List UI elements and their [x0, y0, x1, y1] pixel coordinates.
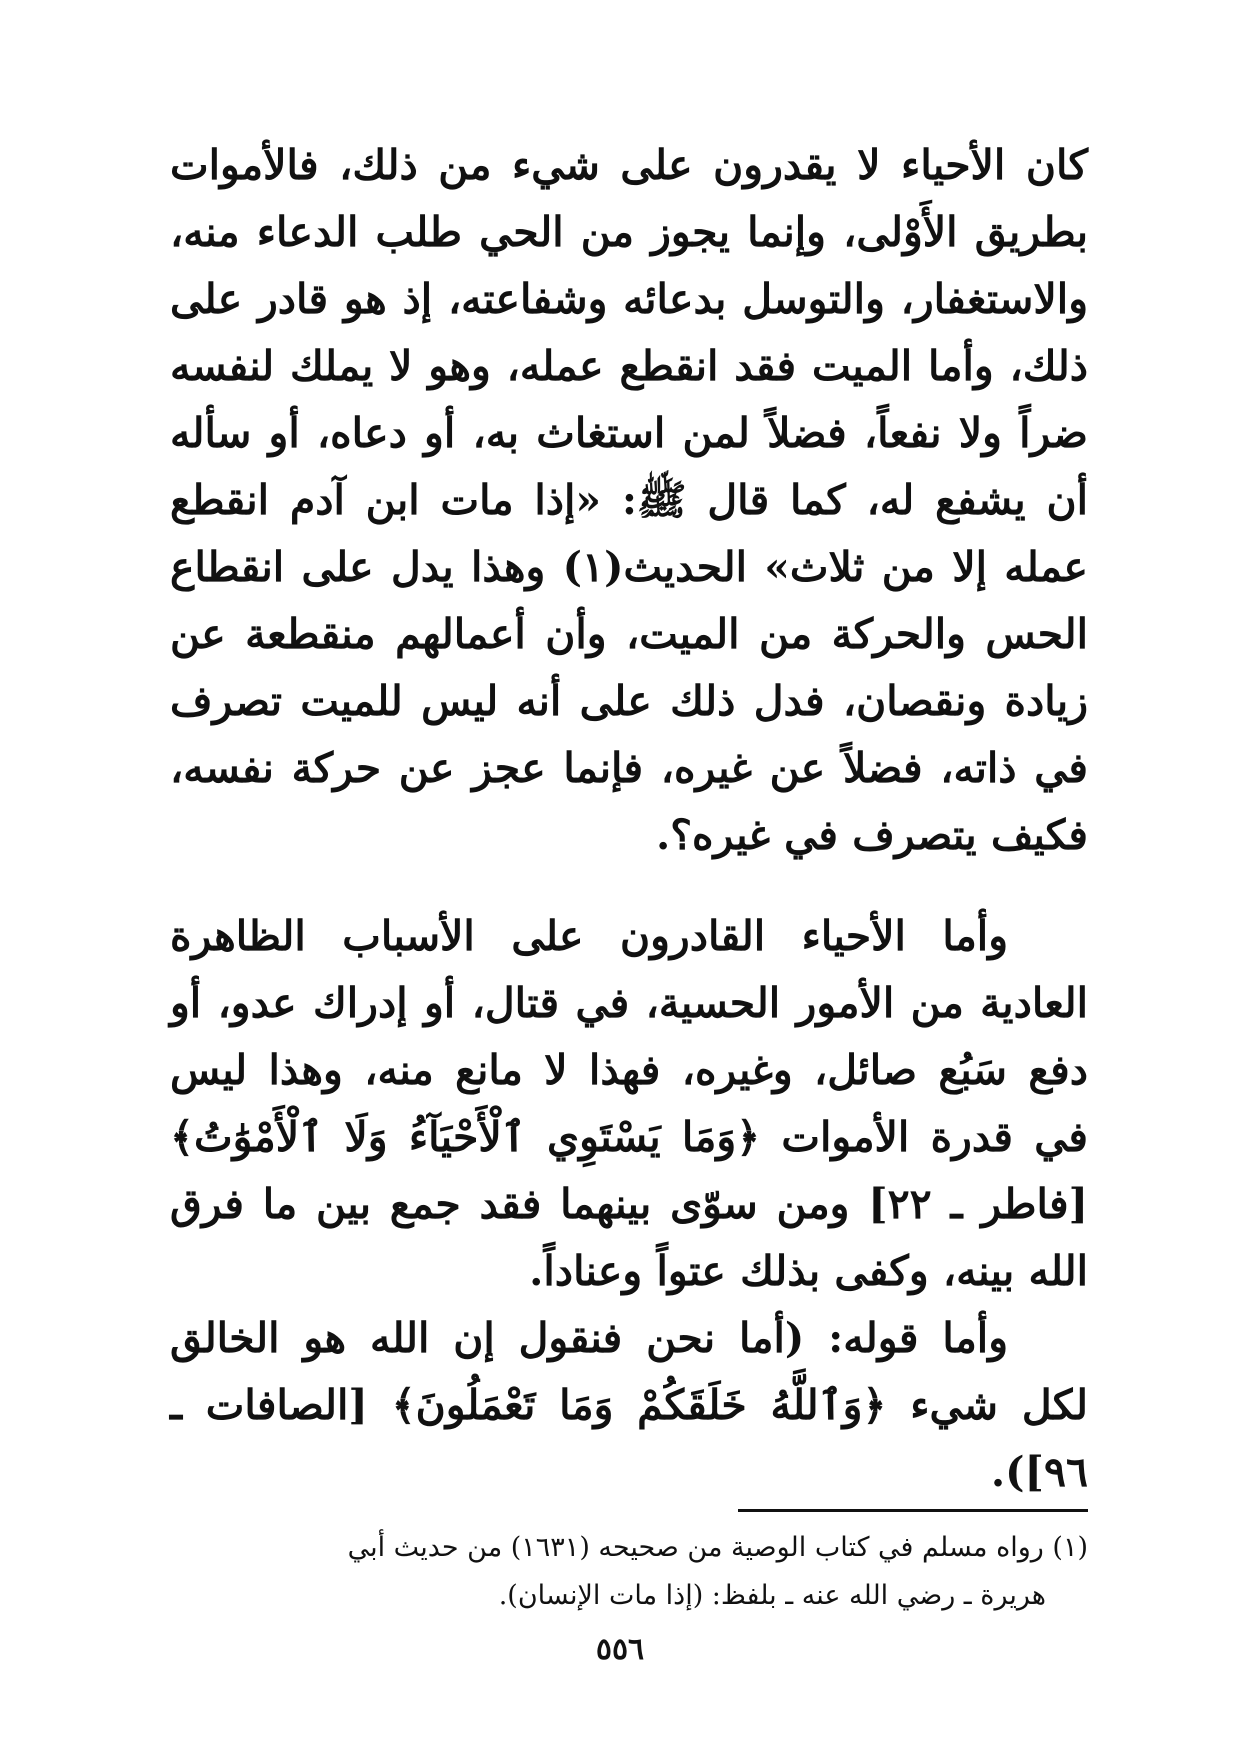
footnote: [170, 1524, 1088, 1620]
footnote-divider: [738, 1509, 1088, 1512]
paragraph-3: وأما قوله: (أما نحن فنقول إن الله هو الخالق لكل شيء ﴿وَٱللَّهُ خَلَقَكُمْ وَمَا تَعْمَلُونَ﴾ [الصافات ـ ٩٦]).: [170, 1314, 1088, 1496]
paragraph-1: كان الأحياء لا يقدرون على شيء من ذلك، فالأموات بطريق الأَوْلى، وإنما يجوز من الحي طلب الدعاء منه، والاستغفار، والتوسل بدعائه وشفاعته، إذ هو قادر على ذلك، وأما الميت فقد انقطع عمله، وهو لا يملك لنفسه ضراً ولا نفعاً، فضلاً لمن استغاث به، أو دعاه، أو سأله أن يشفع له، كما قال ﷺ: «إذا مات ابن آدم انقطع عمله إلا من ثلاث» الحديث(١) وهذا يدل على انقطاع الحس والحركة من الميت، وأن أعمالهم منقطعة عن زيادة ونقصان، فدل ذلك على أنه ليس للميت تصرف في ذاته، فضلاً عن غيره، فإنما عجز عن حركة نفسه، فكيف يتصرف في غيره؟.: [170, 141, 1088, 859]
footnote-line-1: (١) رواه مسلم في كتاب الوصية من صحيحه (١٦٣١) من حديث أبي: [347, 1532, 1088, 1563]
footnote-area: [170, 0, 1088, 1754]
page-number: ٥٥٦: [595, 1632, 645, 1667]
paragraph-2: وأما الأحياء القادرون على الأسباب الظاهرة العادية من الأمور الحسية، في قتال، أو إدراك عدو، أو دفع سَبُع صائل، وغيره، فهذا لا مانع منه، وهذا ليس في قدرة الأموات ﴿وَمَا يَسْتَوِي ٱلْأَحْيَآءُ وَلَا ٱلْأَمْوَٰتُ﴾ [فاطر ـ ٢٢] ومن سوّى بينهما فقد جمع بين ما فرق الله بينه، وكفى بذلك عتواً وعناداً.: [170, 912, 1088, 1295]
footnote-line-2: هريرة ـ رضي الله عنه ـ بلفظ: (إذا مات الإنسان).: [498, 1580, 1046, 1611]
